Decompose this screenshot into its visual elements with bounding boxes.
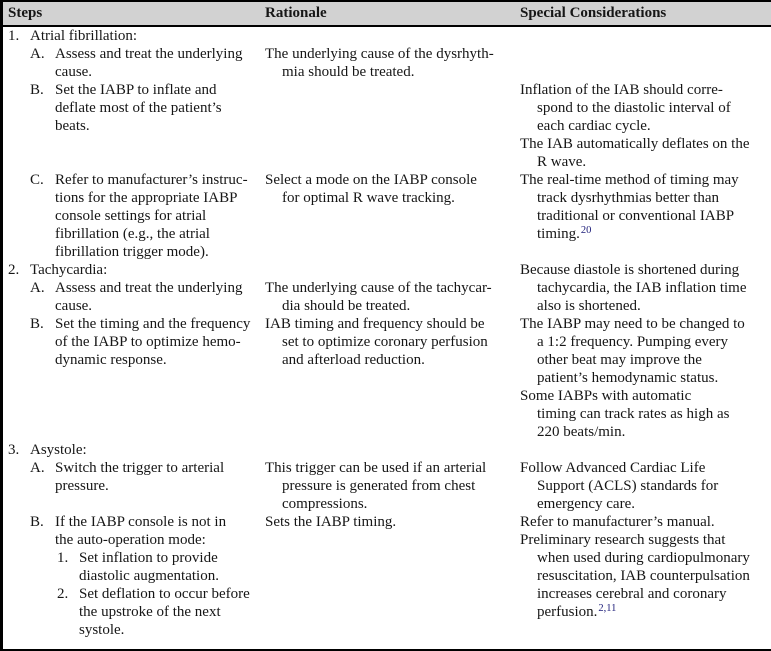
- line-text: [265, 262, 269, 278]
- considerations-column: [520, 27, 771, 621]
- line-text: [3, 370, 7, 386]
- line-text: Asystole:: [30, 442, 87, 458]
- line-text: beats.: [55, 118, 90, 134]
- line-text: The underlying cause of the dysrhyth-: [265, 46, 494, 62]
- steps-line: [3, 603, 265, 621]
- steps-line: [3, 189, 265, 207]
- steps-line: [3, 135, 265, 153]
- line-text: Set inflation to provide: [79, 550, 218, 566]
- considerations-line: [520, 153, 771, 171]
- steps-line: [3, 621, 265, 639]
- line-text: Switch the trigger to arterial: [55, 460, 225, 476]
- steps-line: [3, 513, 265, 531]
- rationale-line: [265, 459, 520, 477]
- considerations-line: [520, 315, 771, 333]
- rationale-line: [265, 189, 520, 207]
- steps-line: [3, 333, 265, 351]
- line-text: Set the timing and the frequency: [55, 316, 251, 332]
- rationale-column: [265, 27, 520, 639]
- steps-line: [3, 171, 265, 189]
- list-marker: A.: [30, 280, 45, 296]
- line-text: tions for the appropriate IABP: [55, 190, 238, 206]
- line-text: [520, 244, 524, 260]
- column-header-special-considerations: Special Considerations: [520, 5, 667, 21]
- list-marker: 2.: [8, 262, 20, 278]
- rationale-line: [265, 369, 520, 387]
- line-text: [265, 550, 269, 566]
- steps-line: [3, 225, 265, 243]
- line-text: Set the IABP to inflate and: [55, 82, 217, 98]
- line-text: mia should be treated.: [282, 64, 415, 80]
- line-text: cause.: [55, 298, 93, 314]
- line-text: IAB timing and frequency should be: [265, 316, 485, 332]
- line-text: each cardiac cycle.: [537, 118, 651, 134]
- line-text: This trigger can be used if an arterial: [265, 460, 487, 476]
- rationale-line: [265, 297, 520, 315]
- line-text: Sets the IABP timing.: [265, 514, 397, 530]
- steps-line: [3, 279, 265, 297]
- considerations-line: [520, 603, 771, 621]
- line-text: Some IABPs with automatic: [520, 388, 692, 404]
- line-text: R wave.: [537, 154, 587, 170]
- steps-column: [3, 27, 265, 639]
- line-text: and afterload reduction.: [282, 352, 425, 368]
- line-text: tachycardia, the IAB inflation time: [537, 280, 747, 296]
- line-text: The IABP may need to be changed to: [520, 316, 745, 332]
- list-marker: 2.: [57, 586, 69, 602]
- rationale-line: [265, 621, 520, 639]
- rationale-line: [265, 513, 520, 531]
- considerations-line: [520, 81, 771, 99]
- line-text: The underlying cause of the tachycar-: [265, 280, 492, 296]
- line-text: Assess and treat the underlying: [55, 280, 243, 296]
- considerations-line: [520, 261, 771, 279]
- line-text: [265, 118, 269, 134]
- list-marker: B.: [30, 316, 44, 332]
- line-text: of the IABP to optimize hemo-: [55, 334, 241, 350]
- line-text: [520, 442, 524, 458]
- steps-line: [3, 423, 265, 441]
- line-text: timing.: [537, 226, 580, 242]
- reference-superscript: 2,11: [598, 603, 617, 614]
- rationale-line: [265, 45, 520, 63]
- steps-line: [3, 495, 265, 513]
- list-marker: 1.: [57, 550, 69, 566]
- line-text: Refer to manufacturer’s manual.: [520, 514, 715, 530]
- line-text: The real-time method of timing may: [520, 172, 739, 188]
- line-text: [265, 532, 269, 548]
- line-text: [265, 226, 269, 242]
- line-text: [265, 622, 269, 638]
- rationale-line: [265, 63, 520, 81]
- rationale-line: [265, 207, 520, 225]
- rationale-line: [265, 567, 520, 585]
- steps-line: [3, 117, 265, 135]
- line-text: for optimal R wave tracking.: [282, 190, 455, 206]
- considerations-line: [520, 243, 771, 261]
- considerations-line: [520, 297, 771, 315]
- list-marker: C.: [30, 172, 44, 188]
- considerations-line: [520, 423, 771, 441]
- considerations-line: [520, 99, 771, 117]
- line-text: [520, 64, 524, 80]
- rationale-line: [265, 117, 520, 135]
- steps-line: [3, 405, 265, 423]
- line-text: Preliminary research suggests that: [520, 532, 726, 548]
- line-text: emergency care.: [537, 496, 635, 512]
- considerations-line: [520, 477, 771, 495]
- line-text: [265, 28, 269, 44]
- rationale-line: [265, 225, 520, 243]
- line-text: when used during cardiopulmonary: [537, 550, 750, 566]
- line-text: Follow Advanced Cardiac Life: [520, 460, 706, 476]
- considerations-line: [520, 279, 771, 297]
- line-text: [265, 82, 269, 98]
- line-text: [3, 154, 7, 170]
- line-text: patient’s hemodynamic status.: [537, 370, 719, 386]
- considerations-line: [520, 27, 771, 45]
- steps-line: [3, 477, 265, 495]
- line-text: Assess and treat the underlying: [55, 46, 243, 62]
- considerations-line: [520, 207, 771, 225]
- rationale-line: [265, 549, 520, 567]
- considerations-line: [520, 117, 771, 135]
- steps-line: [3, 441, 265, 459]
- line-text: [265, 586, 269, 602]
- line-text: Select a mode on the IABP console: [265, 172, 477, 188]
- considerations-line: [520, 63, 771, 81]
- line-text: dia should be treated.: [282, 298, 411, 314]
- line-text: console settings for atrial: [55, 208, 207, 224]
- reference-superscript: 20: [580, 225, 592, 236]
- line-text: 220 beats/min.: [537, 424, 626, 440]
- line-text: spond to the diastolic interval of: [537, 100, 731, 116]
- considerations-line: [520, 459, 771, 477]
- rationale-line: [265, 387, 520, 405]
- line-text: systole.: [79, 622, 125, 638]
- line-text: Because diastole is shortened during: [520, 262, 740, 278]
- list-marker: A.: [30, 460, 45, 476]
- steps-line: [3, 63, 265, 81]
- rationale-line: [265, 243, 520, 261]
- line-text: If the IABP console is not in: [55, 514, 227, 530]
- line-text: Inflation of the IAB should corre-: [520, 82, 723, 98]
- line-text: compressions.: [282, 496, 368, 512]
- line-text: the upstroke of the next: [79, 604, 221, 620]
- rationale-line: [265, 171, 520, 189]
- line-text: [265, 604, 269, 620]
- rationale-line: [265, 495, 520, 513]
- steps-line: [3, 531, 265, 549]
- line-text: [3, 388, 7, 404]
- considerations-line: [520, 549, 771, 567]
- line-text: [265, 100, 269, 116]
- line-text: [265, 244, 269, 260]
- steps-line: [3, 315, 265, 333]
- rationale-line: [265, 441, 520, 459]
- line-text: [520, 46, 524, 62]
- considerations-line: [520, 513, 771, 531]
- rationale-line: [265, 279, 520, 297]
- considerations-line: [520, 45, 771, 63]
- steps-line: [3, 27, 265, 45]
- line-text: cause.: [55, 64, 93, 80]
- steps-line: [3, 207, 265, 225]
- steps-line: [3, 369, 265, 387]
- line-text: [520, 28, 524, 44]
- line-text: deflate most of the patient’s: [55, 100, 222, 116]
- line-text: [3, 496, 7, 512]
- considerations-line: [520, 585, 771, 603]
- considerations-line: [520, 351, 771, 369]
- line-text: set to optimize coronary perfusion: [282, 334, 488, 350]
- line-text: [265, 208, 269, 224]
- line-text: pressure is generated from chest: [282, 478, 476, 494]
- line-text: Atrial fibrillation:: [30, 28, 138, 44]
- column-header-rationale: Rationale: [265, 5, 327, 21]
- line-text: [265, 568, 269, 584]
- steps-line: [3, 153, 265, 171]
- line-text: [265, 442, 269, 458]
- rationale-line: [265, 261, 520, 279]
- line-text: [265, 136, 269, 152]
- line-text: the auto-operation mode:: [55, 532, 206, 548]
- steps-line: [3, 261, 265, 279]
- list-marker: B.: [30, 82, 44, 98]
- line-text: Support (ACLS) standards for: [537, 478, 719, 494]
- line-text: track dysrhythmias better than: [537, 190, 720, 206]
- rationale-line: [265, 99, 520, 117]
- rationale-line: [265, 315, 520, 333]
- rationale-line: [265, 477, 520, 495]
- line-text: [3, 406, 7, 422]
- line-text: [3, 424, 7, 440]
- considerations-line: [520, 225, 771, 243]
- column-header-steps: Steps: [8, 5, 43, 21]
- line-text: resuscitation, IAB counterpulsation: [537, 568, 750, 584]
- steps-line: [3, 297, 265, 315]
- rationale-line: [265, 135, 520, 153]
- line-text: Refer to manufacturer’s instruc-: [55, 172, 248, 188]
- line-text: [265, 424, 269, 440]
- considerations-line: [520, 189, 771, 207]
- table-body: [3, 27, 771, 639]
- considerations-line: [520, 567, 771, 585]
- line-text: Tachycardia:: [30, 262, 108, 278]
- line-text: pressure.: [55, 478, 109, 494]
- rationale-line: [265, 585, 520, 603]
- table-header-row: [3, 2, 771, 27]
- steps-line: [3, 459, 265, 477]
- list-marker: A.: [30, 46, 45, 62]
- considerations-line: [520, 369, 771, 387]
- considerations-line: [520, 531, 771, 549]
- line-text: increases cerebral and coronary: [537, 586, 727, 602]
- steps-line: [3, 81, 265, 99]
- line-text: other beat may improve the: [537, 352, 702, 368]
- list-marker: 3.: [8, 442, 20, 458]
- considerations-line: [520, 333, 771, 351]
- steps-line: [3, 567, 265, 585]
- line-text: dynamic response.: [55, 352, 167, 368]
- steps-line: [3, 549, 265, 567]
- line-text: [265, 406, 269, 422]
- steps-line: [3, 387, 265, 405]
- line-text: traditional or conventional IABP: [537, 208, 735, 224]
- line-text: a 1:2 frequency. Pumping every: [537, 334, 729, 350]
- steps-line: [3, 351, 265, 369]
- rationale-line: [265, 153, 520, 171]
- considerations-line: [520, 135, 771, 153]
- steps-line: [3, 585, 265, 603]
- line-text: also is shortened.: [537, 298, 641, 314]
- rationale-line: [265, 423, 520, 441]
- steps-line: [3, 45, 265, 63]
- line-text: [265, 388, 269, 404]
- rationale-line: [265, 333, 520, 351]
- rationale-line: [265, 603, 520, 621]
- list-marker: 1.: [8, 28, 20, 44]
- line-text: Set deflation to occur before: [79, 586, 250, 602]
- considerations-line: [520, 405, 771, 423]
- line-text: fibrillation trigger mode).: [55, 244, 209, 260]
- steps-line: [3, 99, 265, 117]
- rationale-line: [265, 27, 520, 45]
- line-text: [265, 154, 269, 170]
- rationale-line: [265, 531, 520, 549]
- rationale-line: [265, 351, 520, 369]
- considerations-line: [520, 441, 771, 459]
- line-text: [3, 136, 7, 152]
- considerations-line: [520, 495, 771, 513]
- line-text: diastolic augmentation.: [79, 568, 219, 584]
- rationale-line: [265, 405, 520, 423]
- considerations-line: [520, 171, 771, 189]
- steps-line: [3, 243, 265, 261]
- line-text: [265, 370, 269, 386]
- list-marker: B.: [30, 514, 44, 530]
- line-text: perfusion.: [537, 604, 598, 620]
- line-text: timing can track rates as high as: [537, 406, 730, 422]
- line-text: The IAB automatically deflates on the: [520, 136, 750, 152]
- rationale-line: [265, 81, 520, 99]
- line-text: fibrillation (e.g., the atrial: [55, 226, 210, 242]
- considerations-line: [520, 387, 771, 405]
